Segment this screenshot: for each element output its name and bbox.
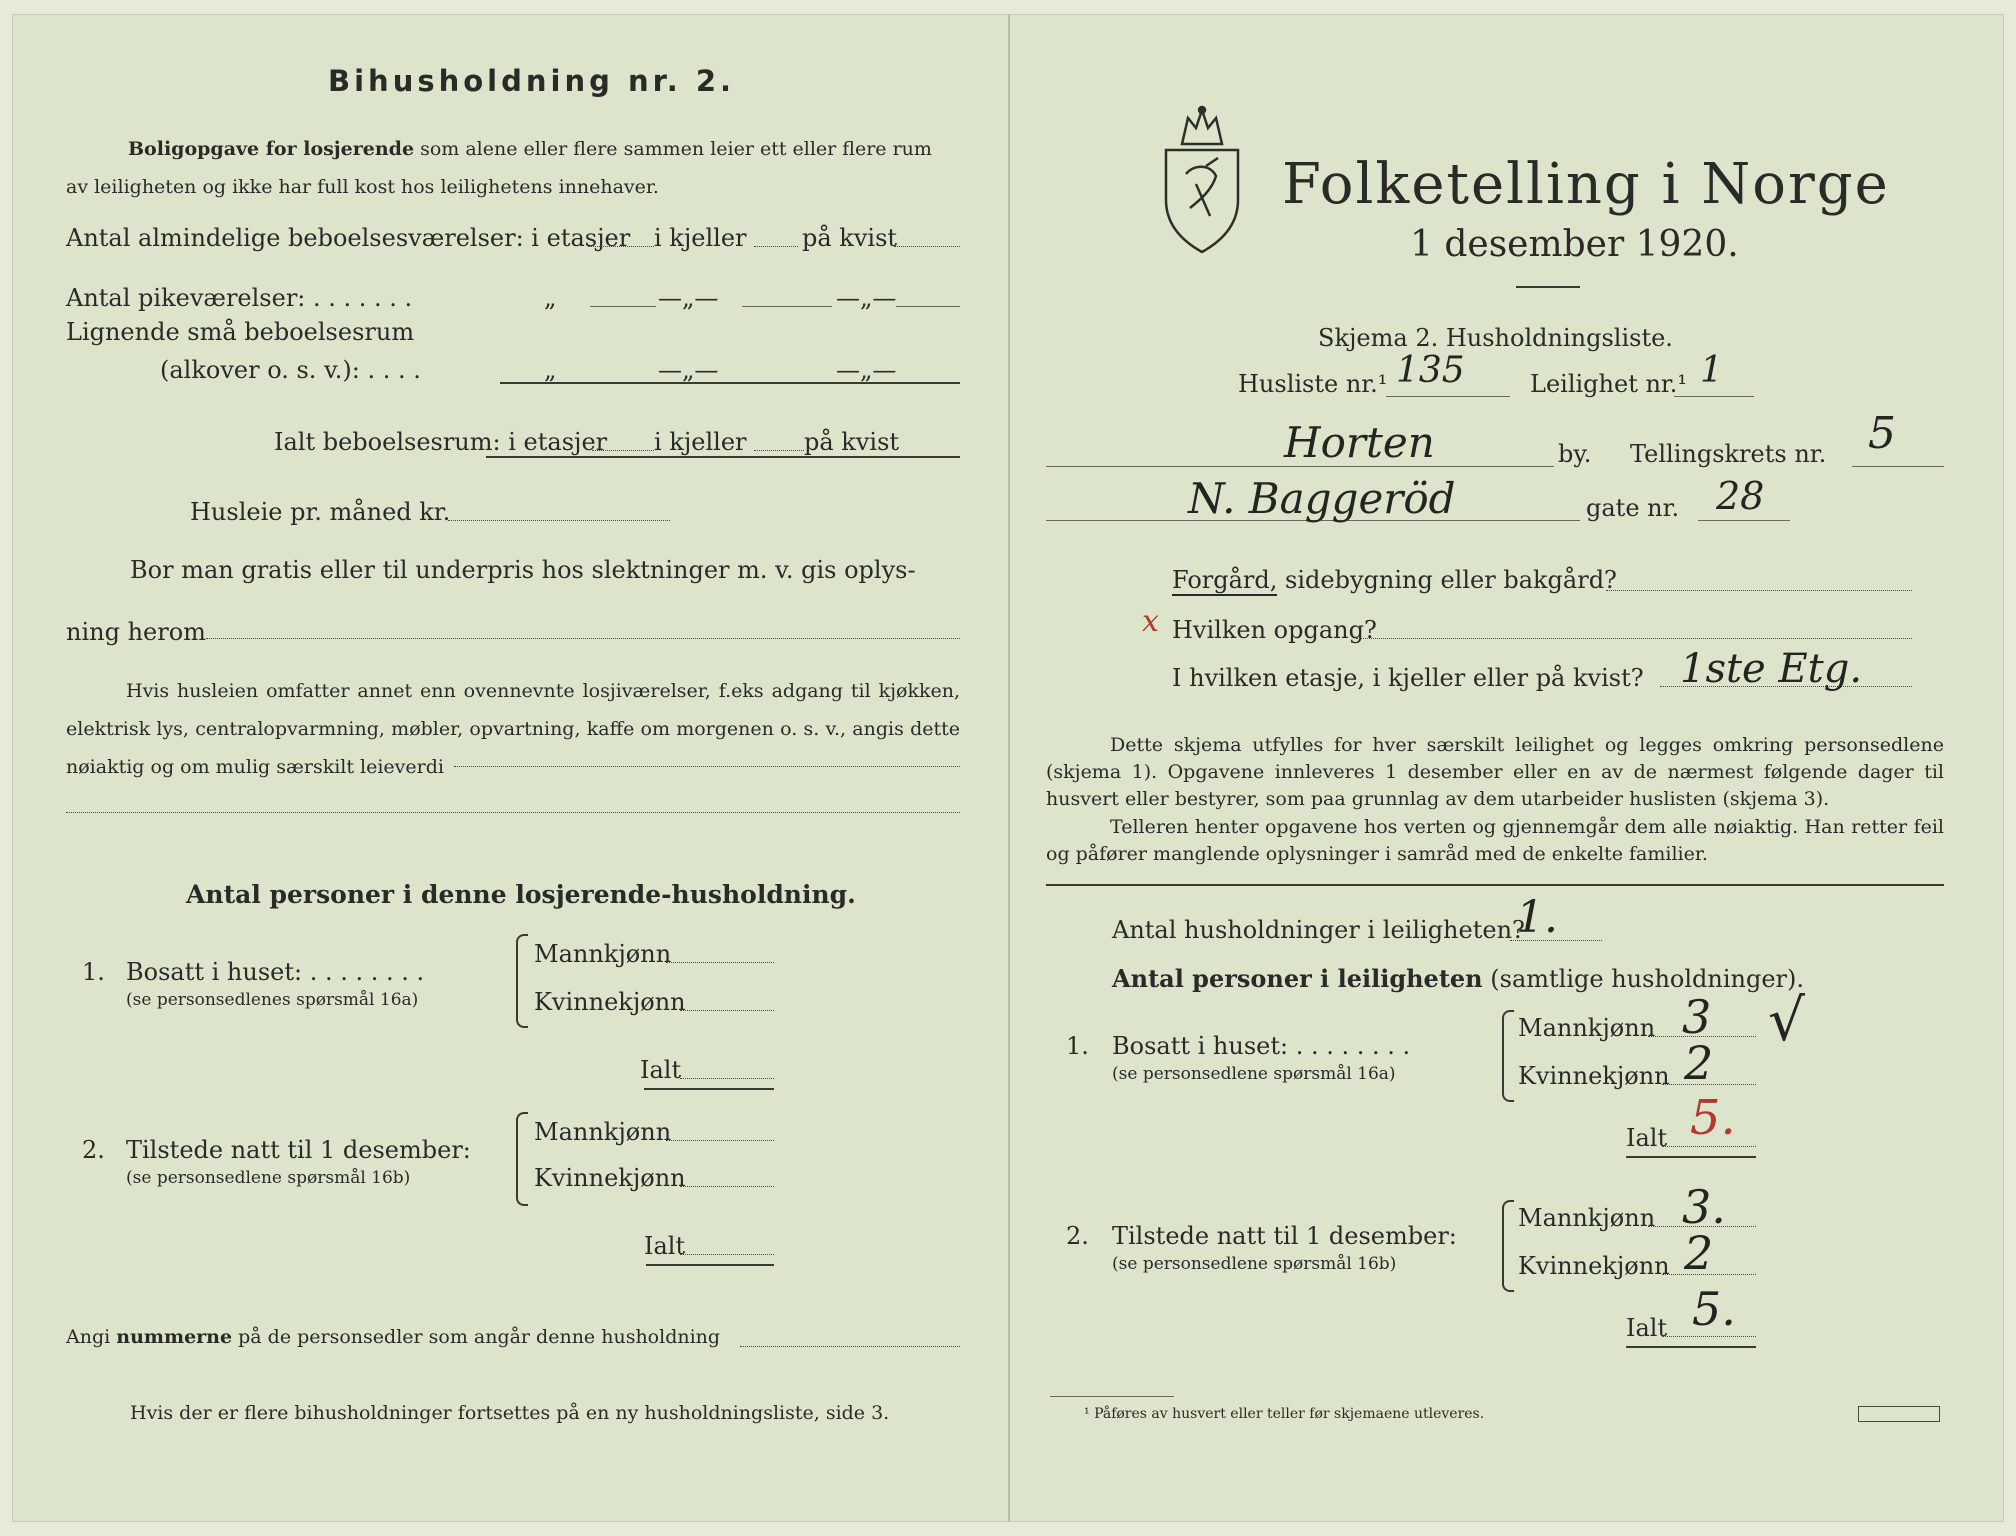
right-q1-label: Bosatt i huset: . . . . . . . . — [1112, 1032, 1411, 1060]
angi-line — [66, 1326, 720, 1348]
by-label: by. — [1558, 440, 1592, 468]
instruction-para-2: Telleren henter opgavene hos verten og gjennemgår dem alle nøiaktig. Han retter feil og påfører manglende oplysninger i samråd med de enkelte familier. — [1046, 816, 1944, 865]
intro-bold: Boligopgave for losjerende — [128, 138, 415, 160]
gate-nr-field — [1698, 520, 1790, 521]
date-underline — [1516, 286, 1580, 288]
right-q1-mann: Mannkjønn — [1518, 1014, 1656, 1042]
etasje-value: 1ste Etg. — [1680, 646, 1863, 692]
right-q1-ialt-rule — [1626, 1156, 1756, 1158]
left-q2-sub: (se personsedlene spørsmål 16b) — [126, 1168, 411, 1188]
ialt-paa-kvist: på kvist — [804, 428, 900, 456]
lign-label-2: (alkover o. s. v.): . . . . — [160, 356, 421, 384]
intro-rest: som alene eller flere sammen leier ett eller flere rum — [420, 138, 932, 160]
left-q1-kvinne: Kvinnekjønn — [534, 988, 686, 1016]
right-q2-ialt-field — [1662, 1336, 1756, 1337]
gratis-field — [206, 638, 960, 639]
left-q1-kvinne-field — [680, 1010, 774, 1011]
right-q1-ialt-value: 5. — [1690, 1090, 1736, 1146]
gratis-line2: ning herom — [66, 618, 206, 646]
right-title: Folketelling i Norge — [1282, 152, 1890, 217]
krets-label: Tellingskrets nr. — [1630, 440, 1827, 468]
gate-nr-value: 28 — [1716, 474, 1765, 518]
pike-field-1 — [590, 306, 656, 307]
krets-field — [1852, 466, 1944, 467]
husleie-field — [448, 520, 670, 521]
pike-field-3 — [896, 306, 960, 307]
instruction-para-1: Dette skjema utfylles for hver særskilt leilighet og legges omkring personsedlene (skjema 1). Opgavene innleveres 1 desember eller en av de nærmest følgende dager til husvert eller bestyrer, som paa grunnlag av dem utarbeider huslisten (skjema 3). — [1046, 734, 1944, 810]
opgang-mark: x — [1142, 604, 1159, 639]
left-q1-mann: Mannkjønn — [534, 940, 672, 968]
right-q2-mann: Mannkjønn — [1518, 1204, 1656, 1232]
forgaard-line — [1172, 566, 1617, 594]
right-q1-kvinne: Kvinnekjønn — [1518, 1062, 1670, 1090]
right-q2-sub: (se personsedlene spørsmål 16b) — [1112, 1254, 1397, 1274]
left-q2-label: Tilstede natt til 1 desember: — [126, 1136, 471, 1164]
forgaard-underlined: Forgård, — [1172, 566, 1278, 594]
right-q1-ialt: Ialt — [1626, 1124, 1668, 1152]
right-q1-sub: (se personsedlene spørsmål 16a) — [1112, 1064, 1396, 1084]
rooms-i-kjeller: i kjeller — [654, 224, 747, 252]
leilighet-label: Leilighet nr.¹ — [1530, 370, 1688, 398]
left-antal-heading: Antal personer i denne losjerende-husholdning. — [186, 880, 856, 909]
hvis-field-2 — [66, 812, 960, 813]
ialt-etasjer-field — [592, 450, 654, 451]
left-q1-sub: (se personsedlenes spørsmål 16a) — [126, 990, 419, 1010]
krets-value: 5 — [1868, 408, 1896, 459]
left-q2-kvinne-field — [680, 1186, 774, 1187]
lign-label-1: Lignende små beboelsesrum — [66, 318, 415, 346]
left-q2-brace — [516, 1112, 528, 1206]
left-q2-ialt-rule — [646, 1264, 774, 1266]
opgang-field — [1356, 638, 1912, 639]
left-q1-ialt-rule — [644, 1088, 774, 1090]
etasje-label: I hvilken etasje, i kjeller eller på kvist? — [1172, 664, 1644, 692]
antal-pers-bold: Antal personer i leiligheten — [1112, 964, 1483, 993]
antal-pers-rest: (samtlige husholdninger). — [1490, 965, 1805, 993]
forgaard-rest: sidebygning eller bakgård? — [1285, 566, 1617, 594]
left-q1-ialt: Ialt — [640, 1056, 682, 1084]
right-footnote: ¹ Påføres av husvert eller teller før skjemaene utleveres. — [1084, 1406, 1485, 1422]
right-q2-kvinne-value: 2 — [1684, 1226, 1714, 1280]
antal-hush-value: 1. — [1516, 892, 1558, 943]
printer-stamp — [1858, 1406, 1940, 1422]
husliste-label: Husliste nr.¹ — [1238, 370, 1388, 398]
ialt-rooms-label: Ialt beboelsesrum: i etasjer — [274, 428, 608, 456]
right-q2-num: 2. — [1066, 1222, 1089, 1250]
forgaard-field — [1606, 590, 1912, 591]
leilighet-field — [1674, 396, 1754, 397]
hvis-paragraph: Hvis husleien omfatter annet enn ovennevnte losjiværelser, f.eks adgang til kjøkken, elektrisk lys, centralopvarmning, møbler, opvartning, kaffe om morgenen o. s. v., angis dette nøiaktig og om mulig særskilt leieverdi — [66, 680, 960, 778]
right-q2-ialt-rule — [1626, 1346, 1756, 1348]
right-date: 1 desember 1920. — [1410, 224, 1739, 265]
right-q2-brace — [1502, 1200, 1514, 1292]
gate-value: N. Baggeröd — [1188, 474, 1456, 523]
husliste-value: 135 — [1396, 350, 1465, 391]
left-q2-num: 2. — [82, 1136, 105, 1164]
coat-of-arms-icon — [1160, 104, 1244, 256]
husleie-label: Husleie pr. måned kr. — [190, 498, 451, 526]
pike-ditto-2: —„— — [658, 284, 719, 312]
right-q2-ialt-value: 5. — [1692, 1282, 1736, 1336]
left-q2-ialt: Ialt — [644, 1232, 686, 1260]
lign-ditto: „ — [544, 356, 557, 384]
left-intro-line1 — [128, 138, 932, 160]
left-q1-ialt-field — [680, 1078, 774, 1079]
pike-ditto: „ — [544, 284, 557, 312]
angi-field — [740, 1346, 960, 1347]
right-q2-label: Tilstede natt til 1 desember: — [1112, 1222, 1457, 1250]
angi-post: på de personsedler som angår denne husholdning — [238, 1326, 721, 1348]
left-q2-ialt-field — [680, 1254, 774, 1255]
angi-bold: nummerne — [116, 1326, 233, 1348]
skjema-label: Skjema 2. Husholdningsliste. — [1318, 324, 1673, 352]
rooms-etasjer-field — [588, 246, 654, 247]
left-q2-mann: Mannkjønn — [534, 1118, 672, 1146]
right-q1-num: 1. — [1066, 1032, 1089, 1060]
antal-hush-label: Antal husholdninger i leiligheten? — [1112, 916, 1525, 944]
left-q1-label: Bosatt i huset: . . . . . . . . — [126, 958, 425, 986]
left-q1-brace — [516, 934, 528, 1028]
rooms-kvist-field — [894, 246, 960, 247]
rooms-paa-kvist: på kvist — [802, 224, 898, 252]
gratis-line1: Bor man gratis eller til underpris hos slektninger m. v. gis oplys- — [130, 556, 916, 584]
lign-total-rule — [500, 382, 960, 384]
rooms-kjeller-field — [754, 246, 798, 247]
left-q1-num: 1. — [82, 958, 105, 986]
rooms-label: Antal almindelige beboelsesværelser: i etasjer — [66, 224, 631, 252]
pike-label: Antal pikeværelser: . . . . . . . — [66, 284, 413, 312]
left-title: Bihusholdning nr. 2. — [328, 64, 736, 98]
ialt-kjeller-field — [754, 450, 804, 451]
left-q2-kvinne: Kvinnekjønn — [534, 1164, 686, 1192]
left-q2-mann-field — [666, 1140, 774, 1141]
ialt-rule — [486, 456, 960, 458]
left-footer: Hvis der er flere bihusholdninger fortsettes på en ny husholdningsliste, side 3. — [130, 1402, 890, 1424]
right-q1-ialt-field — [1662, 1146, 1756, 1147]
right-q2-ialt: Ialt — [1626, 1314, 1668, 1342]
footnote-rule — [1050, 1396, 1174, 1397]
right-section-rule — [1046, 884, 1944, 886]
leilighet-value: 1 — [1700, 350, 1723, 391]
lign-ditto-3: —„— — [836, 356, 897, 384]
pike-field-2 — [742, 306, 832, 307]
right-q2-kvinne: Kvinnekjønn — [1518, 1252, 1670, 1280]
angi-pre: Angi — [66, 1326, 111, 1348]
hvis-field-1 — [454, 766, 960, 767]
right-q1-mann-value: 3 — [1682, 990, 1712, 1044]
verification-check-icon: √ — [1768, 986, 1805, 1054]
right-q1-brace — [1502, 1010, 1514, 1102]
husliste-field — [1386, 396, 1510, 397]
right-q2-mann-value: 3. — [1682, 1180, 1726, 1234]
pike-ditto-3: —„— — [836, 284, 897, 312]
gate-label: gate nr. — [1586, 494, 1680, 522]
by-value: Horten — [1284, 418, 1435, 467]
left-q1-mann-field — [666, 962, 774, 963]
left-intro-line2: av leiligheten og ikke har full kost hos leilighetens innehaver. — [66, 176, 659, 198]
lign-ditto-2: —„— — [658, 356, 719, 384]
antal-pers-line — [1112, 964, 1804, 993]
opgang-label: Hvilken opgang? — [1172, 616, 1377, 644]
right-q1-kvinne-value: 2 — [1684, 1036, 1714, 1090]
ialt-i-kjeller: i kjeller — [654, 428, 747, 456]
page-fold — [1008, 14, 1010, 1522]
